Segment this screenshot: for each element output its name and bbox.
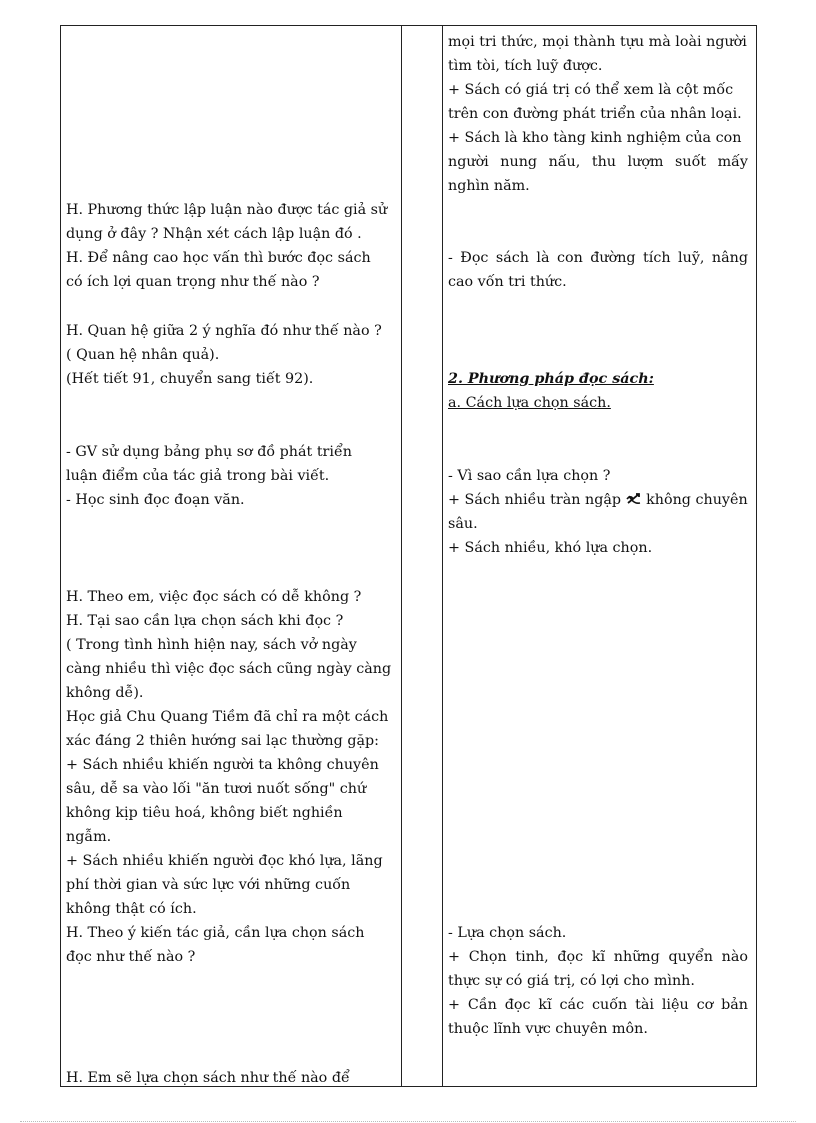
question-line: H. Theo ý kiến tác giả, cần lựa chọn sách <box>66 925 365 941</box>
content-line: người nung nấu, thu lượm suốt mấy <box>448 154 748 170</box>
subsection-heading: a. Cách lựa chọn sách. <box>448 395 611 411</box>
question-line: H. Quan hệ giữa 2 ý nghĩa đó như thế nào ? <box>66 323 382 339</box>
content-text: + Sách nhiều tràn ngập <box>448 492 626 508</box>
text-line: không kịp tiêu hoá, không biết nghiền <box>66 805 343 821</box>
question-line: dụng ở đây ? Nhận xét cách lập luận đó . <box>66 226 362 242</box>
text-line: không thật có ích. <box>66 901 197 917</box>
text-line: sâu, dễ sa vào lối "ăn tươi nuốt sống" chứ <box>66 781 367 797</box>
note-line: ( Quan hệ nhân quả). <box>66 347 220 363</box>
text-line: + Sách nhiều khiến người đọc khó lựa, lãng <box>66 853 383 869</box>
text-line: ngẫm. <box>66 829 112 845</box>
text-line: + Sách nhiều khiến người ta không chuyên <box>66 757 379 773</box>
content-line: + Cần đọc kĩ các cuốn tài liệu cơ bản <box>448 997 748 1013</box>
content-line: mọi tri thức, mọi thành tựu mà loài người <box>448 34 747 50</box>
text-line: xác đáng 2 thiên hướng sai lạc thường gặp: <box>66 733 379 749</box>
column-divider-2 <box>442 26 443 1086</box>
question-line: H. Để nâng cao học vấn thì bước đọc sách <box>66 250 371 266</box>
lesson-table <box>60 25 757 1087</box>
content-line: thuộc lĩnh vực chuyên môn. <box>448 1021 648 1037</box>
section-heading: 2. Phương pháp đọc sách: <box>448 371 654 387</box>
question-line: đọc như thế nào ? <box>66 949 196 965</box>
activity-line: - Học sinh đọc đoạn văn. <box>66 492 245 508</box>
question-line: H. Phương thức lập luận nào được tác giả sử <box>66 202 388 218</box>
content-line: - Vì sao cần lựa chọn ? <box>448 468 611 484</box>
content-line: cao vốn tri thức. <box>448 274 567 290</box>
contrast-arrow-icon <box>626 490 642 514</box>
content-text: không chuyên <box>646 492 748 508</box>
note-line: (Hết tiết 91, chuyển sang tiết 92). <box>66 371 314 387</box>
question-line: H. Tại sao cần lựa chọn sách khi đọc ? <box>66 613 344 629</box>
content-line: sâu. <box>448 516 478 532</box>
question-line: có ích lợi quan trọng như thế nào ? <box>66 274 320 290</box>
content-line: + Chọn tinh, đọc kĩ những quyển nào <box>448 949 748 965</box>
text-line: Học giả Chu Quang Tiềm đã chỉ ra một cách <box>66 709 389 725</box>
activity-line: - GV sử dụng bảng phụ sơ đồ phát triển <box>66 444 352 460</box>
note-line: không dễ). <box>66 685 144 701</box>
content-line: + Sách nhiều, khó lựa chọn. <box>448 540 653 556</box>
content-line: nghìn năm. <box>448 178 530 194</box>
note-line: càng nhiều thì việc đọc sách cũng ngày càng <box>66 661 392 677</box>
note-line: ( Trong tình hình hiện nay, sách vở ngày <box>66 637 357 653</box>
activity-line: luận điểm của tác giả trong bài viết. <box>66 468 330 484</box>
content-line <box>448 488 748 514</box>
content-line: + Sách là kho tàng kinh nghiệm của con <box>448 130 742 146</box>
content-line: thực sự có giá trị, có lợi cho mình. <box>448 973 695 989</box>
question-line: H. Em sẽ lựa chọn sách như thế nào để <box>66 1070 350 1086</box>
content-line: - Đọc sách là con đường tích luỹ, nâng <box>448 250 748 266</box>
question-line: H. Theo em, việc đọc sách có dễ không ? <box>66 589 362 605</box>
content-line: - Lựa chọn sách. <box>448 925 567 941</box>
text-line: phí thời gian và sức lực với những cuốn <box>66 877 351 893</box>
column-divider-1 <box>401 26 402 1086</box>
content-line: trên con đường phát triển của nhân loại. <box>448 106 742 122</box>
content-line: + Sách có giá trị có thể xem là cột mốc <box>448 82 734 98</box>
page-footer-rule <box>20 1121 796 1122</box>
content-line: tìm tòi, tích luỹ được. <box>448 58 603 74</box>
